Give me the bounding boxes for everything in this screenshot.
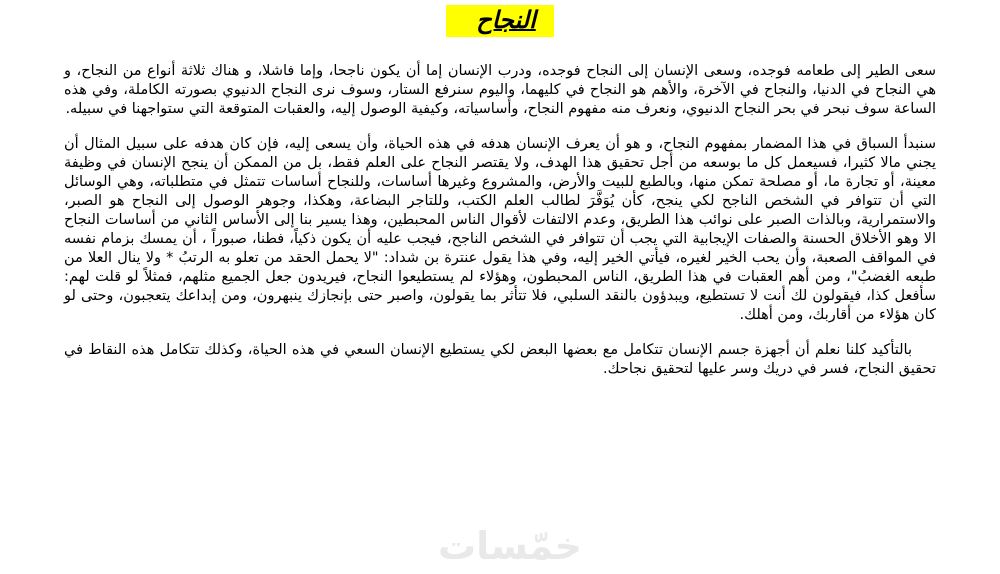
- khamsat-watermark: خمّسات: [438, 524, 582, 568]
- document-body: [64, 62, 936, 379]
- paragraph-intro: سعى الطير إلى طعامه فوجده، وسعى الإنسان إلى النجاح فوجده، ودرب الإنسان إما أن يكون ناجحا، وإما فاشلا، و هناك ثلاثة أنواع من النجاح، و هي النجاح في الدنيا، والنجاح في الآخرة، والأهم هو النجاح في كليهما، واليوم سنرفع الستار، وسوف نرى النجاح الدنيوي بصورته الكاملة، وفي هذه الساعة سوف نبحر في بحر النجاح الدنيوي، ونعرف منه مفهوم النجاح، وأساسياته، وكيفية الوصول إليه، والعقبات المتوقعة التي ستواجهنا في سبيله.: [64, 63, 936, 117]
- page-title: النجاح: [446, 5, 554, 37]
- title-container: [0, 0, 1000, 37]
- paragraph-conclusion: بالتأكيد كلنا نعلم أن أجهزة جسم الإنسان تتكامل مع بعضها البعض لكي يستطيع الإنسان السعي في هذه الحياة، وكذلك تتكامل هذه النقاط في تحقيق النجاح، فسر في دريك وسر عليها لتحقيق نجاحك.: [64, 342, 936, 377]
- paragraph-main: سنبدأ السباق في هذا المضمار بمفهوم النجاح، و هو أن يعرف الإنسان هدفه في هذه الحياة، وأن يسعى إليه، فإن كان هدفه على سبيل المثال أن يجني مالا كثيرا، فسيعمل كل ما بوسعه من أجل تحقيق هذا الهدف، ولا يقتصر النجاح على العلم فقط، بل من الممكن أن ينجح الإنسان في وظيفة معينة، أو تجارة ما، أو مصلحة تمكن منها، وبالطبع للبيت والأرض، والمشروع وغيرها أساسات، وللنجاح أساسات تتمثل في متطلباته، وهي الوسائل التي أن تتوافر في الشخص الناجح لكي ينجح، كأن يُوَفَّرَ لطالب العلم الكتب، وللتاجر البضاعة، وهكذا، وجوهر الوصول إلى النجاح هو الصبر، والاستمرارية، وبالذات الصبر على نوائب هذا الطريق، وعدم الالتفات لأقوال الناس المحبطين، وهذا يسير بنا إلى الأساس الثاني من أساسات النجاح الا وهو الأخلاق الحسنة والصفات الإيجابية التي يجب أن تتوافر في الشخص الناجح، فيجب عليه أن يكون ذكياً، فطنا، صبوراً ، أن يمسك بزمام نفسه في المواقف الصعبة، وأن يحب الخير لغيره، فيأتي الخير إليه، وفي هذا يقول عنترة بن شداد: "لا يحمل الحقد من تعلو به الرتبُ * ولا ينال العلا من طبعه الغضبُ"، ومن أهم العقبات في هذا الطريق، الناس المحبطون، وهؤلاء لم يستطيعوا النجاح، فيريدون جعل الجميع مثلهم، فمثلاً لو قلت لهم: سأفعل كذا، فيقولون لك أنت لا تستطيع، ويبدؤون بالنقد السلبي، فلا تتأثر بما يقولون، واصبر حتى بإنجازك ينبهرون، ومن إبداعك يتعجبون، وحتى لو كان هؤلاء من أقاربك، ومن أهلك.: [64, 136, 936, 323]
